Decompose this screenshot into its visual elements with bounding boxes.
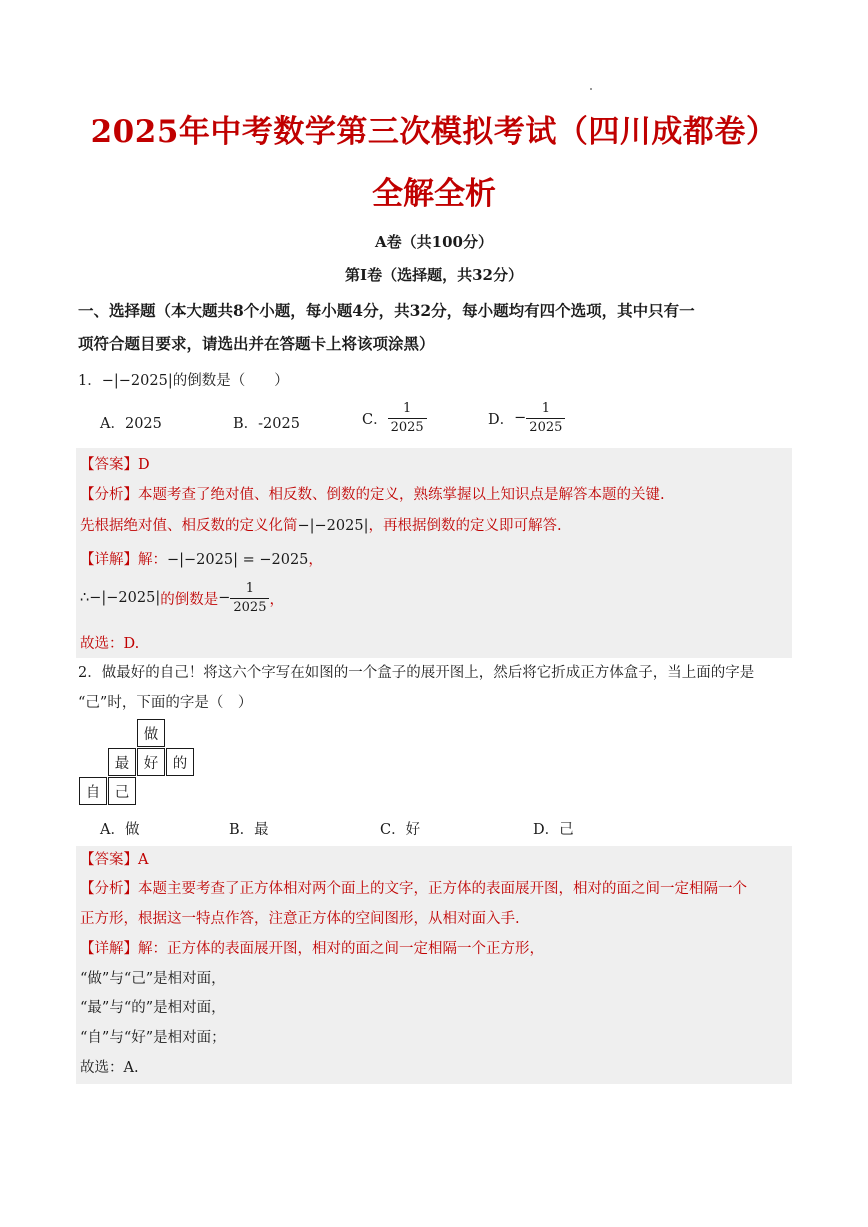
therefore-symbol: ∴ [80,590,90,607]
math-expression: −|−2025| = −2025 [167,552,309,568]
net-cell: 好 [137,748,165,776]
option-label: D． [488,411,515,428]
detail-tag: 【详解】 [80,552,138,568]
q2-pair-3: “自”与“好”是相对面； [80,1030,226,1046]
scan-dot [590,88,592,90]
net-cell: 最 [108,748,136,776]
detail-text: ， [269,591,284,608]
q1-conclusion: 故选：D. [80,636,140,652]
section-instructions-line1: 一、选择题（本大题共8个小题，每小题4分，共32分，每小题均有四个选项，其中只有一 [78,301,695,320]
fraction [526,402,565,434]
part-heading: 第I卷（选择题，共32分） [345,266,523,284]
question-2-stem-line1: 2．做最好的自己！将这六个字写在如图的一个盒子的展开图上，然后将它折成正方体盒子，当上面的字是 [78,665,755,681]
math-expression: −|−2025| [101,373,173,389]
q2-detail [80,937,544,958]
q2-analysis [80,877,747,898]
option-c[interactable]: C．好 [380,822,421,838]
minus-sign: − [514,410,527,427]
analysis-text: ，再根据倒数的定义即可解答. [368,518,562,534]
analysis-text: 本题主要考查了正方体相对两个面上的文字，正方体的表面展开图，相对的面之间一定相隔一个 [138,881,747,897]
math-expression: −|−2025| [297,518,369,534]
math-expression: −|−2025| [89,590,161,607]
volume-heading: A卷（共100分） [375,233,493,251]
numerator: 1 [245,581,255,596]
q2-pair-1: “做”与“己”是相对面， [80,971,226,987]
exam-title: 2025年中考数学第三次模拟考试（四川成都卷） [90,114,778,150]
answer-value: A [138,852,149,868]
q1-detail [80,548,323,569]
q1-answer [80,453,150,474]
fraction [230,582,269,614]
question-number: 1． [78,373,102,389]
option-a[interactable]: A．做 [100,822,140,838]
option-a[interactable] [100,412,162,433]
analysis-tag: 【分析】 [80,881,138,897]
net-cell: 的 [166,748,194,776]
option-b[interactable]: B．最 [229,822,269,838]
analysis-tag: 【分析】 [80,487,138,503]
option-label: A． [100,416,125,432]
numerator: 1 [541,401,550,416]
option-text: 2025 [124,416,162,432]
net-cell: 做 [137,719,165,747]
option-label: B． [233,416,259,432]
option-c[interactable] [362,402,427,434]
section-instructions-line2: 项符合题目要求，请选出并在答题卡上将该项涂黑） [78,334,435,353]
answer-tag: 【答案】 [80,852,138,868]
exam-subtitle: 全解全析 [372,176,496,212]
detail-tag: 【详解】 [80,941,138,957]
denominator: 2025 [526,418,565,435]
minus-sign: − [218,590,231,607]
detail-text: 解：正方体的表面展开图，相对的面之间一定相隔一个正方形， [138,941,544,957]
option-label: C． [362,411,388,428]
q2-analysis-line2: 正方形，根据这一特点作答，注意正方体的空间图形，从相对面入手. [80,911,520,927]
question-stem-text: 的倒数是（ ） [172,373,289,389]
q2-pair-2: “最”与“的”是相对面， [80,1000,226,1016]
question-2-stem-line2: “己”时，下面的字是（ ） [78,695,253,711]
q1-therefore [80,582,284,614]
q1-analysis-2 [80,514,562,535]
q1-analysis [80,483,665,504]
denominator: 2025 [388,418,427,435]
net-cell: 自 [79,777,107,805]
fraction [388,402,427,434]
option-text: -2025 [258,416,300,432]
option-d[interactable] [488,402,565,434]
answer-tag: 【答案】 [80,457,138,473]
net-cell: 己 [108,777,136,805]
numerator: 1 [403,401,412,416]
analysis-text: 本题考查了绝对值、相反数、倒数的定义，熟练掌握以上知识点是解答本题的关键. [138,487,665,503]
detail-text: 的倒数是 [160,591,219,608]
detail-text: ， [308,552,323,568]
analysis-text: 先根据绝对值、相反数的定义化简 [80,518,298,534]
q2-conclusion: 故选：A. [80,1060,139,1076]
q2-answer [80,848,148,869]
denominator: 2025 [230,598,269,615]
answer-value: D [138,457,150,473]
option-d[interactable]: D．己 [533,822,574,838]
option-b[interactable] [233,412,300,433]
question-1-stem [78,369,289,390]
detail-text: 解： [138,552,167,568]
